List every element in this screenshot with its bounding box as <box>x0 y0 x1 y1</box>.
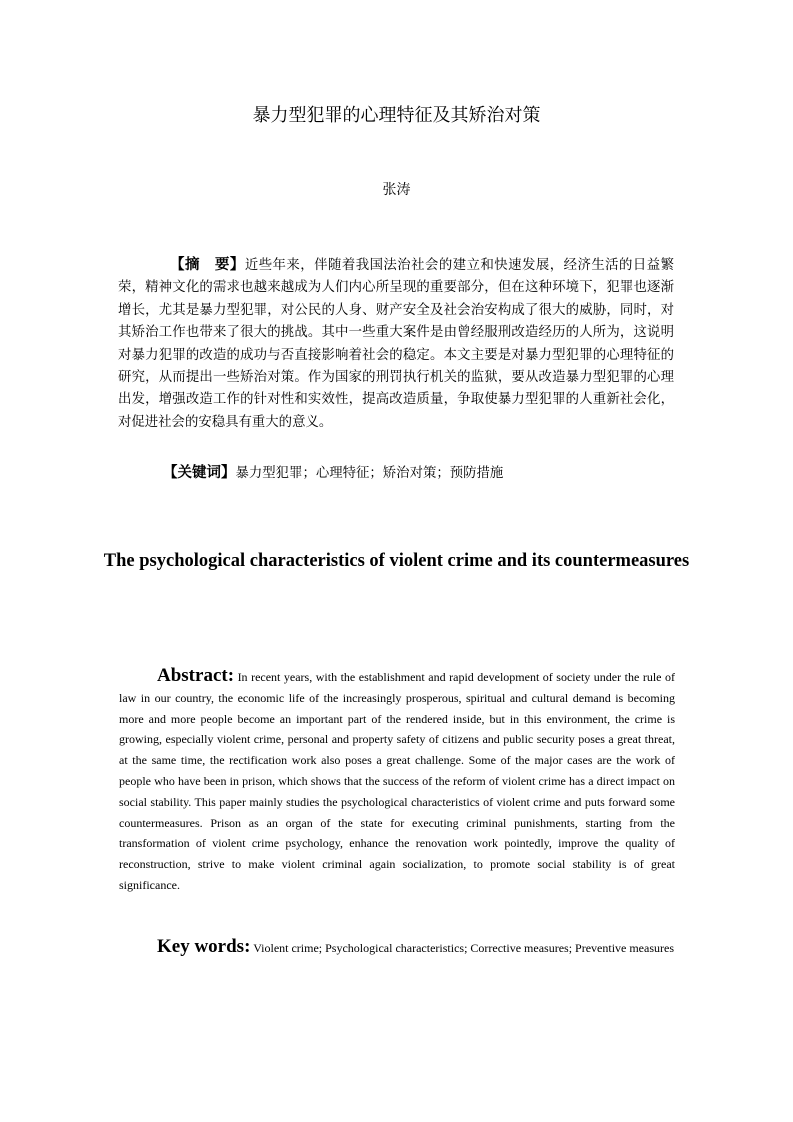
english-abstract-label: Abstract: <box>157 665 235 686</box>
english-abstract <box>119 666 675 896</box>
english-keywords-text: Violent crime; Psychological characteristics; Corrective measures; Preventive measures <box>253 941 674 955</box>
chinese-keywords-label: 【关键词】 <box>163 465 236 481</box>
chinese-abstract <box>118 254 674 434</box>
english-keywords-label: Key words: <box>157 936 251 957</box>
english-keywords <box>119 934 675 962</box>
author-name: 张涛 <box>382 182 411 198</box>
chinese-abstract-label: 【摘 要】 <box>170 257 245 273</box>
chinese-keywords-text: 暴力型犯罪；心理特征；矫治对策；预防措施 <box>235 466 504 481</box>
chinese-keywords <box>163 462 675 485</box>
english-abstract-text: In recent years, with the establishment and rapid development of society under the rule of law in our country, the economic life of the increasingly prosperous, spiritual and cultural demand is becoming more and more people become an important part of the rendered inside, but in this environment, the crime is growing, especially violent crime, personal and property safety of citizens and public security poses a great threat, at the same time, the rectification work also poses a great challenge. Some of the major cases are the work of people who have been in prison, which shows that the success of the reform of violent crime has a direct impact on social stability. This paper mainly studies the psychological characteristics of violent crime and puts forward some countermeasures. Prison as an organ of the state for executing criminal punishments, starting from the transformation of violent crime psychology, enhance the renovation work pointedly, improve the quality of reconstruction, strive to make violent criminal again socialization, to promote social stability is of great significance. <box>119 670 675 892</box>
chinese-title: 暴力型犯罪的心理特征及其矫治对策 <box>252 105 541 126</box>
chinese-abstract-text: 近些年来，伴随着我国法治社会的建立和快速发展，经济生活的日益繁荣，精神文化的需求也越来越成为人们内心所呈现的重要部分，但在这种环境下，犯罪也逐渐增长，尤其是暴力型犯罪，对公民的人身、财产安全及社会治安构成了很大的威胁，同时，对其矫治工作也带来了很大的挑战。其中一些重大案件是由曾经服刑改造经历的人所为，这说明对暴力犯罪的改造的成功与否直接影响着社会的稳定。本文主要是对暴力型犯罪的心理特征的研究，从而提出一些矫治对策。作为国家的刑罚执行机关的监狱，要从改造暴力型犯罪的心理出发，增强改造工作的针对性和实效性，提高改造质量，争取使暴力型犯罪的人重新社会化，对促进社会的安稳具有重大的意义。 <box>118 258 674 430</box>
english-title: The psychological characteristics of violent crime and its countermeasures <box>103 551 690 571</box>
